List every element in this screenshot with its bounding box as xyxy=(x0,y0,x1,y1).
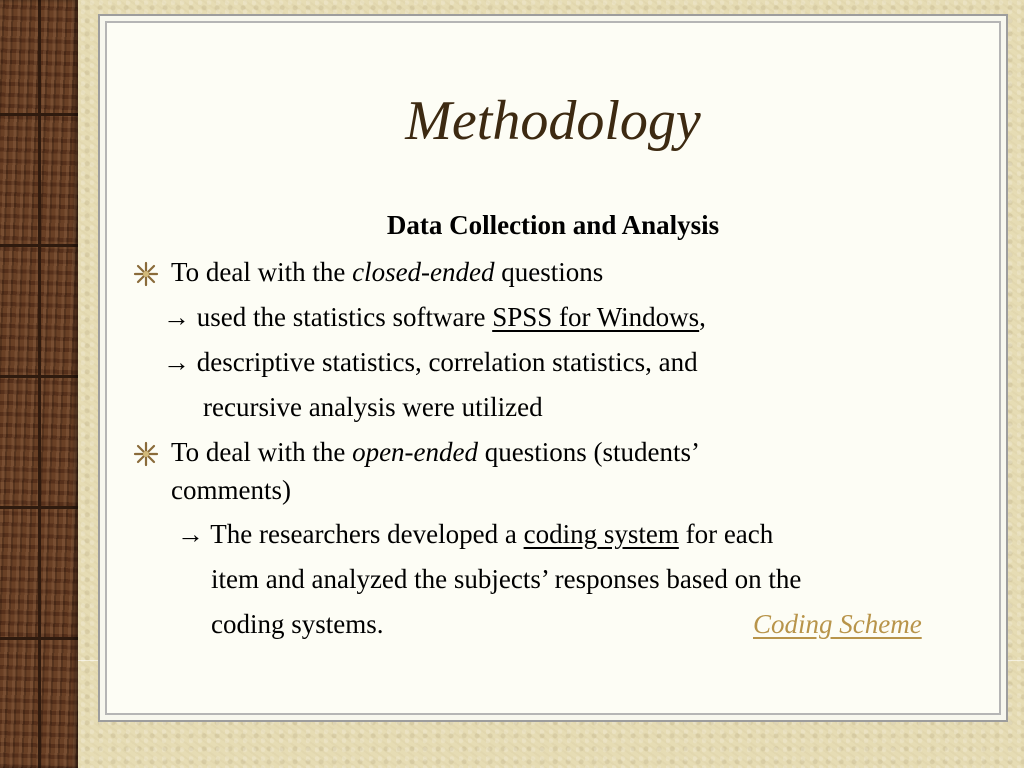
detail2-text: descriptive statistics, correlation statistics, and xyxy=(190,347,698,377)
arrow-right-icon: → xyxy=(163,302,190,332)
slide-title: Methodology xyxy=(405,90,701,152)
open-ended-detail-1 xyxy=(177,519,773,550)
spss-underlined-text: SPSS for Windows xyxy=(492,302,700,332)
bullet2-text-pre: To deal with the xyxy=(171,437,353,467)
section-subtitle: Data Collection and Analysis xyxy=(386,210,720,240)
bullet-open-ended xyxy=(171,437,700,468)
closed-ended-detail-2 xyxy=(163,347,698,378)
star-bullet-icon xyxy=(133,261,159,287)
slide-content xyxy=(107,23,999,713)
od-detail1-text-post: for each xyxy=(678,519,774,549)
coding-scheme-link[interactable]: Coding Scheme xyxy=(753,609,922,639)
bullet1-text-post: questions xyxy=(494,257,604,287)
slide-panel xyxy=(105,21,1001,715)
arrow-right-icon: → xyxy=(177,519,204,549)
bullet-closed-ended xyxy=(171,257,603,288)
star-bullet-icon xyxy=(133,441,159,467)
detail1-text-post: , xyxy=(699,302,706,332)
bullet-open-ended-cont: comments) xyxy=(171,475,291,505)
open-ended-detail-3: coding systems. xyxy=(211,609,384,639)
od-detail1-text-pre: The researchers developed a xyxy=(204,519,524,549)
detail1-text-pre: used the statistics software xyxy=(190,302,493,332)
wood-border-strip xyxy=(0,0,78,768)
bullet1-text-pre: To deal with the xyxy=(171,257,353,287)
slide-frame xyxy=(98,14,1008,722)
bullet1-emphasis: closed-ended xyxy=(352,257,495,287)
bullet2-emphasis: open-ended xyxy=(352,437,479,467)
coding-system-underlined-text: coding system xyxy=(523,519,679,549)
bullet2-text-post: questions (students’ xyxy=(478,437,701,467)
closed-ended-detail-1 xyxy=(163,302,706,333)
arrow-right-icon: → xyxy=(163,347,190,377)
open-ended-detail-2: item and analyzed the subjects’ responses based on the xyxy=(211,564,802,594)
closed-ended-detail-3: recursive analysis were utilized xyxy=(203,392,543,422)
